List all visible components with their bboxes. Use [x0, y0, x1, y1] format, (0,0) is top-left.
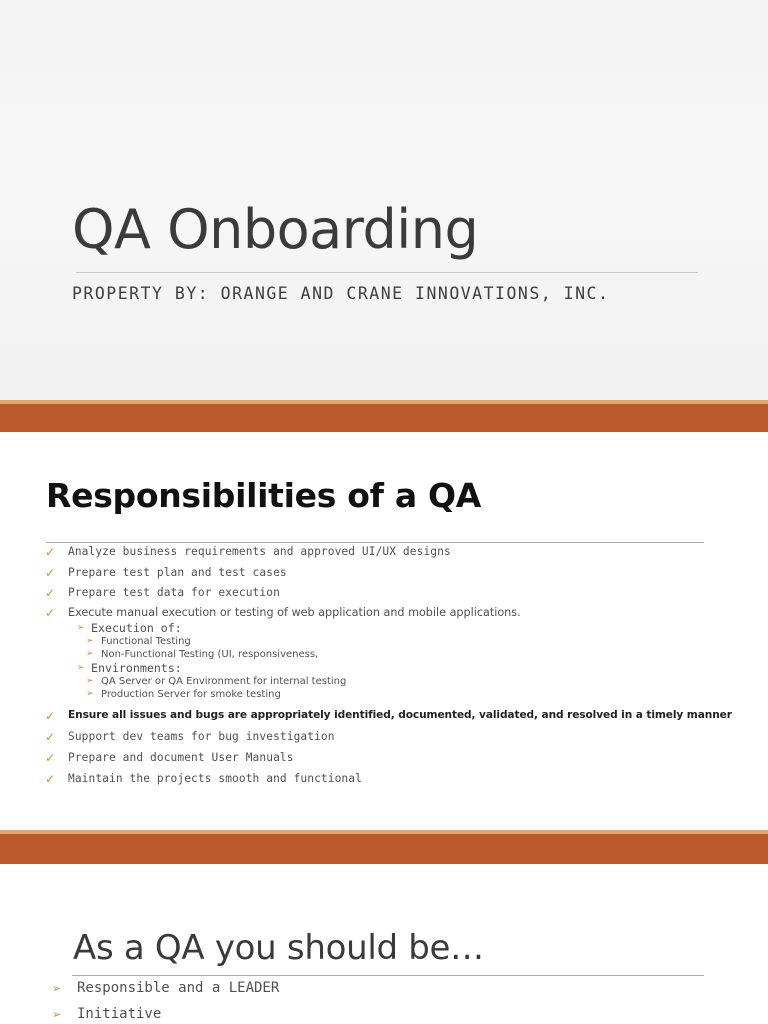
list-item-text: Support dev teams for bug investigation — [68, 730, 335, 743]
title-slide — [0, 0, 768, 400]
slide-title: QA Onboarding — [72, 198, 479, 261]
list-item-text: Prepare test plan and test cases — [68, 566, 287, 579]
check-icon: ✓ — [45, 772, 56, 786]
check-icon: ✓ — [45, 730, 56, 744]
sub-sub-list-text: QA Server or QA Environment for internal testing — [101, 676, 347, 687]
list-item-text: Prepare test data for execution — [68, 586, 280, 599]
list-item-text: Prepare and document User Manuals — [68, 751, 294, 764]
arrow-bullet-icon: ➢ — [86, 689, 94, 699]
heading-divider — [72, 975, 704, 976]
check-icon: ✓ — [45, 545, 56, 559]
list-item-text: Initiative — [77, 1006, 162, 1022]
slide-heading: As a QA you should be… — [73, 928, 484, 968]
arrow-bullet-icon: ➢ — [86, 676, 94, 686]
check-icon: ✓ — [45, 566, 56, 580]
list-item-text: Maintain the projects smooth and functional — [68, 772, 362, 785]
list-item-text: Execute manual execution or testing of web application and mobile applications. — [68, 606, 521, 619]
arrow-bullet-icon: ➢ — [77, 663, 85, 673]
title-divider — [76, 272, 698, 273]
arrow-bullet-icon: ➢ — [52, 982, 62, 995]
sub-sub-list-text: Production Server for smoke testing — [101, 689, 281, 700]
slide-heading: Responsibilities of a QA — [46, 476, 481, 515]
sub-list-label: Environments: — [91, 661, 182, 675]
list-item-text: Analyze business requirements and approved UI/UX designs — [68, 545, 451, 558]
sub-sub-list-text: Functional Testing — [101, 636, 191, 647]
arrow-bullet-icon: ➢ — [86, 649, 94, 659]
list-item-text: Responsible and a LEADER — [77, 980, 280, 996]
sub-sub-list-text: Non-Functional Testing (UI, responsiveness, — [101, 649, 319, 660]
responsibilities-slide — [0, 432, 768, 830]
check-icon: ✓ — [45, 586, 56, 600]
sub-list-label: Execution of: — [91, 621, 182, 635]
slide-subtitle: PROPERTY BY: ORANGE AND CRANE INNOVATIONS, INC. — [72, 284, 610, 303]
arrow-bullet-icon: ➢ — [77, 623, 85, 633]
qualities-slide — [0, 864, 768, 1024]
heading-divider — [46, 542, 704, 543]
arrow-bullet-icon: ➢ — [86, 636, 94, 646]
check-icon: ✓ — [45, 606, 56, 620]
slide-separator-band — [0, 404, 768, 432]
slide-separator-band — [0, 834, 768, 864]
check-icon: ✓ — [45, 751, 56, 765]
check-icon: ✓ — [45, 709, 56, 723]
list-item-text: Ensure all issues and bugs are appropriately identified, documented, validated, and resolved in a timely manner — [68, 709, 732, 721]
arrow-bullet-icon: ➢ — [52, 1008, 62, 1021]
